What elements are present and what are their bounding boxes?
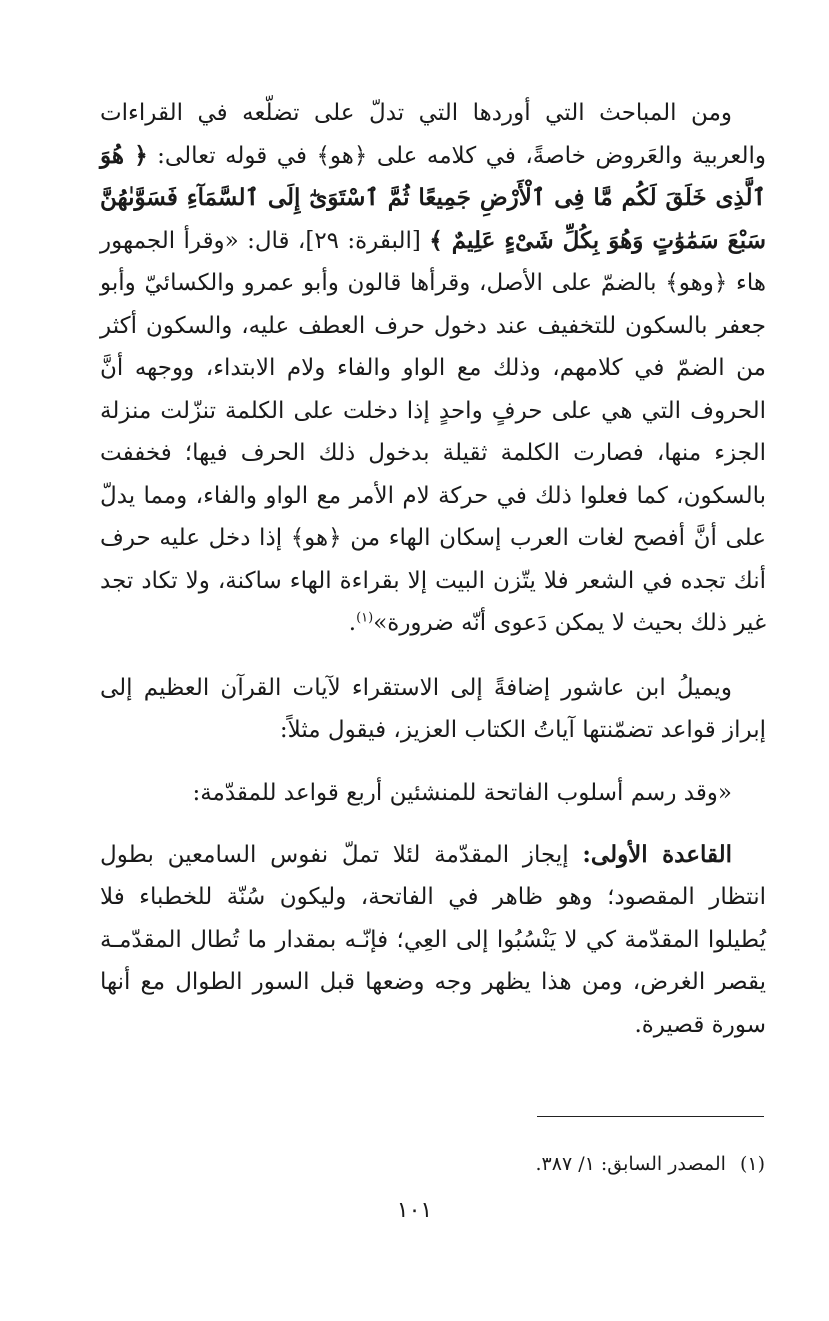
- paragraph-4-text: إيجاز المقدّمة لئلا تملّ نفوس السامعين بطول انتظار المقصود؛ وهو ظاهر في الفاتحة، وليكون سُنّة للخطباء فلا يُطيلوا المقدّمة كي لا يَنْسُبُوا إلى العِي؛ فإنّـه بمقدار ما تُطال المقدّمـة يقصر الغرض، ومن هذا يظهر وجه وضعها قبل السور الطوال مع أنها سورة قصيرة.: [100, 841, 766, 1038]
- paragraph-1-end: .: [348, 610, 357, 636]
- footnote-divider: [537, 1116, 764, 1117]
- footnote-text: المصدر السابق: ١/ ٣٨٧.: [535, 1153, 726, 1175]
- paragraph-1-text: ومن المباحث التي أوردها التي تدلّ على تضلّعه في القراءات والعربية والعَروض خاصةً، في كلامه على ﴿هو﴾ في قوله تعالى:: [100, 100, 766, 169]
- paragraph-3: «وقد رسم أسلوب الفاتحة للمنشئين أربع قواعد للمقدّمة:: [192, 779, 732, 806]
- paragraph-1-quote: [البقرة: ٢٩]، قال: «وقرأ الجمهور هاء ﴿وهو﴾ بالضمّ على الأصل، وقرأها قالون وأبو عمرو والكسائيّ وأبو جعفر بالسكون للتخفيف عند دخول حرف العطف عليه، والسكون أكثر من الضمّ في كلامهم، وذلك مع الواو والفاء ولام الابتداء، ووجهه أنَّ الحروف التي هي على حرفٍ واحدٍ إذا دخلت على الكلمة تنزّلت منزلة الجزء منها، فصارت الكلمة ثقيلة بدخول ذلك الحرف فيها؛ فخففت بالسكون، كما فعلوا ذلك في حركة لام الأمر مع الواو والفاء، ومما يدلّ على أنَّ أفصح لغات العرب إسكان الهاء من ﴿هو﴾ إذا دخل عليه حرف أنك تجده في الشعر فلا يتّزن البيت إلا بقراءة الهاء ساكنة، ولا تكاد تجد غير ذلك بحيث لا يمكن دَعوى أنّه ضرورة»: [100, 227, 766, 636]
- footnote-number: (١): [739, 1153, 765, 1175]
- paragraph-2-text: ويميلُ ابن عاشور إضافةً إلى الاستقراء لآيات القرآن العظيم إلى إبراز قواعد تضمّنتها آياتُ الكتاب العزيز، فيقول مثلاً:: [100, 674, 766, 743]
- page-number: ١٠١: [396, 1198, 433, 1223]
- paragraph-4: [100, 834, 766, 1047]
- paragraph-1: [100, 92, 766, 645]
- footnote-reference[interactable]: (١): [356, 610, 374, 626]
- rule-label: القاعدة الأولى:: [582, 840, 733, 868]
- footnote: [535, 1150, 765, 1178]
- page-body: [100, 92, 766, 1046]
- quran-verse: ﴿ هُوَ ٱلَّذِى خَلَقَ لَكُم مَّا فِى ٱلْأَرْضِ جَمِيعًا ثُمَّ ٱسْتَوَىٰٓ إِلَى ٱلسَّمَآءِ فَسَوَّىٰهُنَّ سَبْعَ سَمَٰوَٰتٍ وَهُوَ بِكُلِّ شَىْءٍ عَلِيمٌ ﴾: [100, 141, 767, 254]
- paragraph-2: [100, 667, 766, 752]
